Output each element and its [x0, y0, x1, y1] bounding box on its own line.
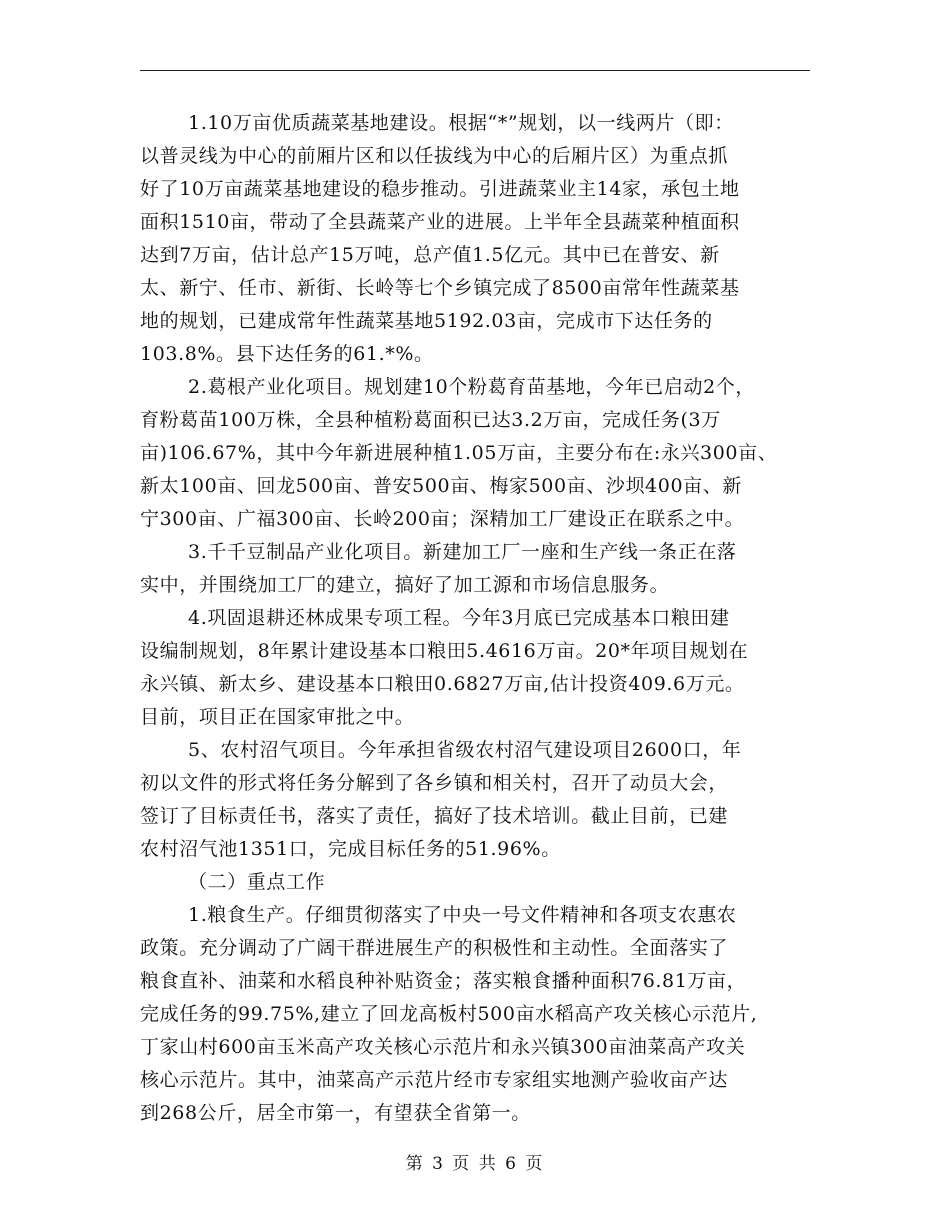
- text-line: 达到7万亩，估计总产15万吨，总产值1.5亿元。其中已在普安、新: [140, 244, 720, 266]
- text-line: 2.葛根产业化项目。规划建10个粉葛育苗基地，今年已启动2个，: [188, 376, 755, 398]
- text-line: 5、农村沼气项目。今年承担省级农村沼气建设项目2600口，年: [188, 739, 742, 761]
- text-line: 到268公斤，居全市第一，有望获全省第一。: [140, 1102, 531, 1124]
- text-line: 地的规划，已建成常年性蔬菜基地5192.03亩，完成市下达任务的: [140, 310, 713, 332]
- text-line: 4.巩固退耕还林成果专项工程。今年3月底已完成基本口粮田建: [188, 607, 730, 629]
- text-line: 核心示范片。其中，油菜高产示范片经市专家组实地测产验收亩产达: [140, 1069, 729, 1091]
- text-line: 太、新宁、任市、新街、长岭等七个乡镇完成了8500亩常年性蔬菜基: [140, 277, 740, 299]
- text-line: 新太100亩、回龙500亩、普安500亩、梅家500亩、沙坝400亩、新: [140, 475, 742, 497]
- text-line: 103.8%。县下达任务的61.*%。: [140, 343, 434, 365]
- text-line: 3.千千豆制品产业化项目。新建加工厂一座和生产线一条正在落: [188, 541, 737, 563]
- text-line: 1.10万亩优质蔬菜基地建设。根据“*”规划，以一线两片（即：: [188, 112, 734, 134]
- text-line: 初以文件的形式将任务分解到了各乡镇和相关村，召开了动员大会，: [140, 772, 729, 794]
- text-line: 面积1510亩，带动了全县蔬菜产业的进展。上半年全县蔬菜种植面积: [140, 211, 740, 233]
- header-rule: [140, 70, 810, 71]
- text-line: 设编制规划，8年累计建设基本口粮田5.4616万亩。20*年项目规划在: [140, 640, 749, 662]
- section-heading: （二）重点工作: [188, 871, 326, 893]
- text-line: 亩)106.67%，其中今年新进展种植1.05万亩，主要分布在:永兴300亩、: [140, 442, 778, 464]
- text-line: 宁300亩、广福300亩、长岭200亩；深精加工厂建设正在联系之中。: [140, 508, 745, 530]
- text-line: 永兴镇、新太乡、建设基本口粮田0.6827万亩,估计投资409.6万元。: [140, 673, 745, 695]
- text-line: 完成任务的99.75%,建立了回龙高板村500亩水稻高产攻关核心示范片,: [140, 1003, 758, 1025]
- page-number: 第 3 页 共 6 页: [405, 1154, 545, 1174]
- text-line: 丁家山村600亩玉米高产攻关核心示范片和永兴镇300亩油菜高产攻关: [140, 1036, 746, 1058]
- text-line: 签订了目标责任书，落实了责任，搞好了技术培训。截止目前，已建: [140, 805, 729, 827]
- text-line: 粮食直补、油菜和水稻良种补贴资金；落实粮食播种面积76.81万亩，: [140, 970, 747, 992]
- text-line: 农村沼气池1351口，完成目标任务的51.96%。: [140, 838, 561, 860]
- text-line: 政策。充分调动了广阔干群进展生产的积极性和主动性。全面落实了: [140, 937, 729, 959]
- text-line: 1.粮食生产。仔细贯彻落实了中央一号文件精神和各项支农惠农: [188, 904, 737, 926]
- text-line: 以普灵线为中心的前厢片区和以任拔线为中心的后厢片区）为重点抓: [140, 145, 729, 167]
- text-line: 实中，并围绕加工厂的建立，搞好了加工源和市场信息服务。: [140, 574, 670, 596]
- text-line: 育粉葛苗100万株，全县种植粉葛面积已达3.2万亩，完成任务(3万: [140, 409, 721, 431]
- text-line: 目前，项目正在国家审批之中。: [140, 706, 415, 728]
- text-line: 好了10万亩蔬菜基地建设的稳步推动。引进蔬菜业主14家，承包土地: [140, 178, 740, 200]
